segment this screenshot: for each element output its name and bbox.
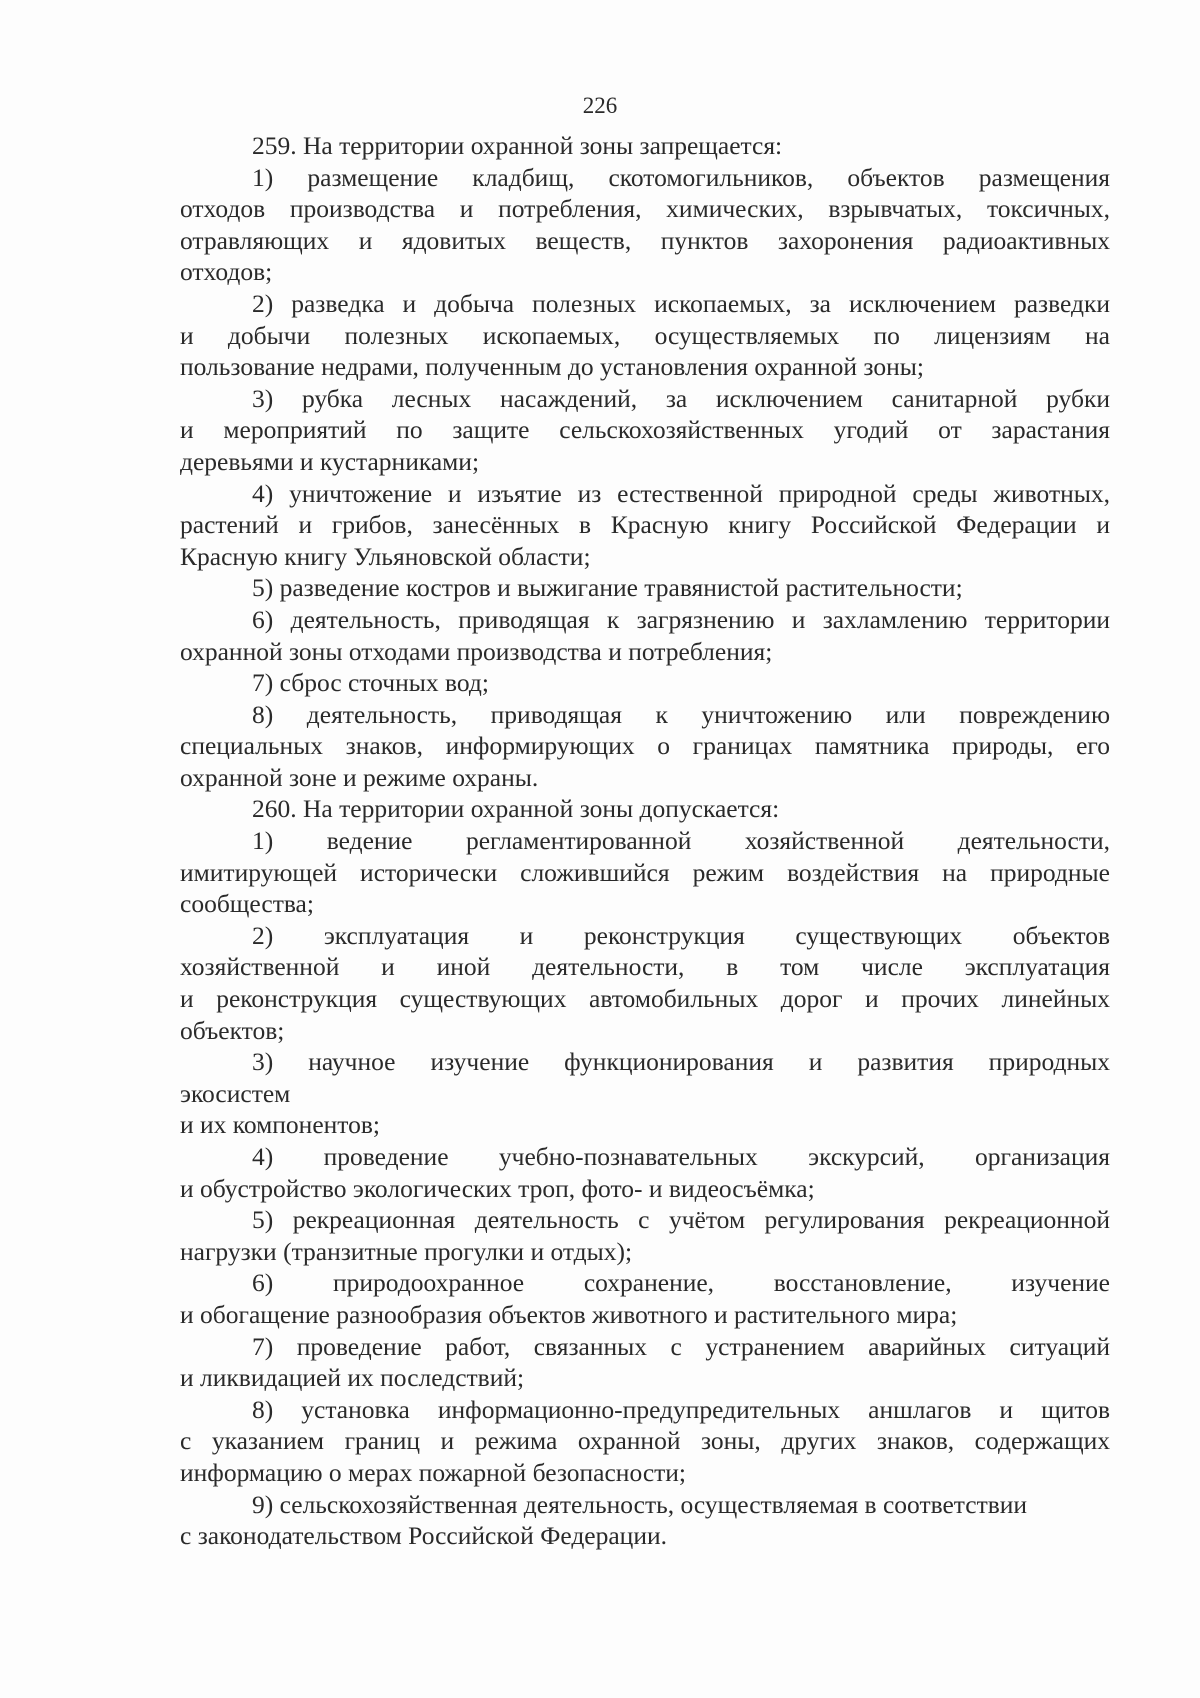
text-line [180, 983, 1110, 1015]
text-line [180, 383, 1110, 415]
page-number: 226 [582, 93, 618, 118]
text-line-content: отравляющих и ядовитых веществ, пунктов захоронения радиоактивных [180, 225, 1110, 255]
text-line [180, 193, 1110, 225]
text-line-content: 8) деятельность, приводящая к уничтожению или повреждению [252, 699, 1110, 729]
text-line-content: 7) проведение работ, связанных с устранением аварийных ситуаций [252, 1331, 1110, 1361]
text-line [180, 636, 1110, 668]
text-line-content: и мероприятий по защите сельскохозяйственных угодий от зарастания [180, 415, 1110, 445]
text-line [180, 1520, 1110, 1552]
text-line-content: 260. На территории охранной зоны допускается: [252, 794, 780, 824]
text-line [180, 162, 1110, 194]
text-line [180, 1299, 1110, 1331]
text-line-content: информацию о мерах пожарной безопасности; [180, 1457, 687, 1487]
text-line-content: 3) рубка лесных насаждений, за исключением санитарной рубки [252, 383, 1110, 413]
text-line [180, 541, 1110, 573]
text-line-content: отходов; [180, 257, 273, 287]
text-line [180, 1141, 1110, 1173]
text-line [180, 572, 1110, 604]
text-line [180, 1489, 1110, 1521]
text-line [180, 1394, 1110, 1426]
text-line-content: охранной зоне и режиме охраны. [180, 762, 539, 792]
text-line-content: имитирующей исторически сложившийся режим воздействия на природные [180, 857, 1110, 887]
text-line-content: и их компонентов; [180, 1110, 380, 1140]
text-line [180, 288, 1110, 320]
text-line-content: 7) сброс сточных вод; [252, 668, 489, 698]
text-line-content: 4) проведение учебно-познавательных экскурсий, организация [252, 1142, 1110, 1171]
text-line [180, 256, 1110, 288]
text-line [180, 351, 1110, 383]
text-line-content: и реконструкция существующих автомобильных дорог и прочих линейных [180, 984, 1110, 1014]
text-line-content: растений и грибов, занесённых в Красную книгу Российской Федерации и [180, 510, 1110, 540]
text-line [180, 762, 1110, 794]
text-line [180, 825, 1110, 857]
text-line-content: 259. На территории охранной зоны запрещается: [252, 131, 783, 160]
text-line [180, 1015, 1110, 1047]
text-line-content: сообщества; [180, 889, 314, 919]
text-line [180, 604, 1110, 636]
text-line [180, 730, 1110, 762]
text-line [180, 793, 1110, 825]
text-line [180, 1331, 1110, 1363]
document-body [180, 130, 1110, 1552]
text-line [180, 446, 1110, 478]
text-line-content: экосистем [180, 1078, 291, 1108]
text-line [180, 920, 1110, 952]
text-line-content: и обогащение разнообразия объектов животного и растительного мира; [180, 1299, 958, 1329]
text-line-content: хозяйственной и иной деятельности, в том числе эксплуатация [180, 952, 1110, 982]
text-line-content: 8) установка информационно-предупредительных аншлагов и щитов [252, 1394, 1110, 1424]
text-line [180, 478, 1110, 510]
text-line-content: 3) научное изучение функционирования и развития природных [252, 1047, 1110, 1077]
text-line [180, 667, 1110, 699]
text-line-content: пользование недрами, полученным до установления охранной зоны; [180, 352, 924, 382]
text-line [180, 951, 1110, 983]
text-line-content: 5) разведение костров и выжигание травянистой растительности; [252, 573, 963, 603]
text-line-content: 6) природоохранное сохранение, восстановление, изучение [252, 1268, 1110, 1298]
text-line [180, 1204, 1110, 1236]
text-line-content: 4) уничтожение и изъятие из естественной природной среды животных, [252, 478, 1110, 508]
text-line-content: 1) размещение кладбищ, скотомогильников, объектов размещения [252, 162, 1110, 192]
text-line [180, 699, 1110, 731]
text-line-content: специальных знаков, информирующих о границах памятника природы, его [180, 731, 1110, 761]
text-line-content: 9) сельскохозяйственная деятельность, осуществляемая в соответствии [252, 1489, 1028, 1519]
text-line-content: отходов производства и потребления, химических, взрывчатых, токсичных, [180, 194, 1110, 224]
text-line [180, 1457, 1110, 1489]
text-line [180, 1046, 1110, 1078]
text-line [180, 225, 1110, 257]
text-line [180, 509, 1110, 541]
text-line-content: с указанием границ и режима охранной зоны, других знаков, содержащих [180, 1426, 1110, 1456]
text-line [180, 857, 1110, 889]
text-line [180, 1078, 1110, 1110]
text-line [180, 1267, 1110, 1299]
text-line-content: и обустройство экологических троп, фото- и видеосъёмка; [180, 1173, 815, 1203]
text-line-content: 1) ведение регламентированной хозяйственной деятельности, [252, 826, 1110, 856]
text-line-content: нагрузки (транзитные прогулки и отдых); [180, 1236, 633, 1266]
text-line [180, 1425, 1110, 1457]
text-line-content: 2) эксплуатация и реконструкция существующих объектов [252, 920, 1110, 950]
text-line [180, 1173, 1110, 1205]
text-line-content: и добычи полезных ископаемых, осуществляемых по лицензиям на [180, 320, 1110, 350]
text-line-content: и ликвидацией их последствий; [180, 1363, 525, 1393]
text-line-content: с законодательством Российской Федерации. [180, 1521, 667, 1551]
text-line [180, 320, 1110, 352]
text-line-content: 6) деятельность, приводящая к загрязнению и захламлению территории [252, 604, 1110, 634]
text-line-content: 2) разведка и добыча полезных ископаемых, за исключением разведки [252, 288, 1110, 318]
text-line-content: объектов; [180, 1015, 285, 1045]
text-line [180, 1362, 1110, 1394]
text-line-content: деревьями и кустарниками; [180, 446, 480, 476]
text-line [180, 414, 1110, 446]
text-line-content: 5) рекреационная деятельность с учётом регулирования рекреационной [252, 1205, 1110, 1235]
text-line [180, 1109, 1110, 1141]
text-line [180, 1236, 1110, 1268]
text-line [180, 130, 1110, 162]
text-line [180, 888, 1110, 920]
text-line-content: Красную книгу Ульяновской области; [180, 541, 591, 571]
text-line-content: охранной зоны отходами производства и потребления; [180, 636, 773, 666]
